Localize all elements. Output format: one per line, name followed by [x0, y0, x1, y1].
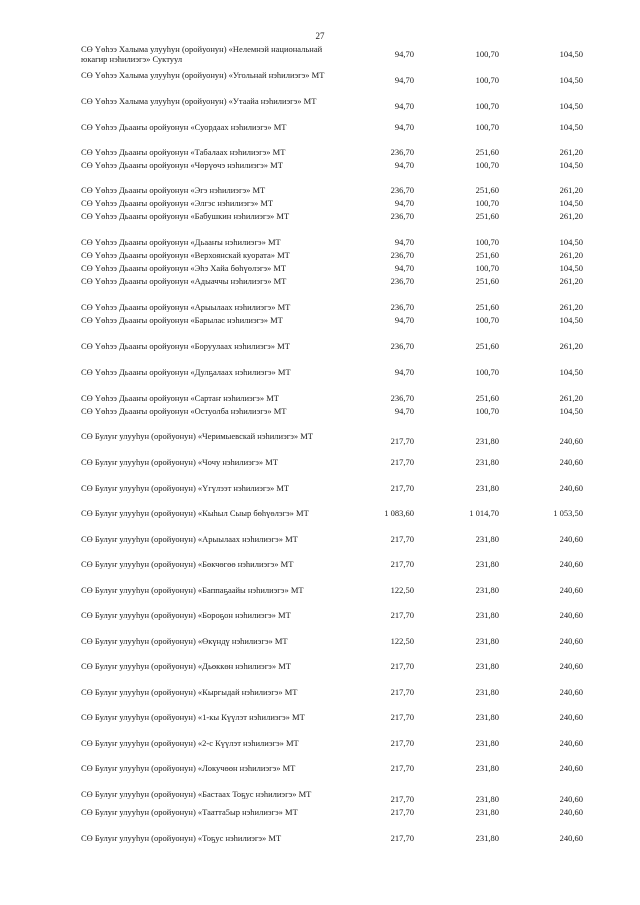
municipality-name: СӨ Үөһээ Халыма улууһун (оройуонун) «Утаайа нэһилиэгэ» МТ: [81, 96, 317, 106]
municipality-name: СӨ Үөһээ Халыма улууһун (оройуонун) «Нелемнэй национальнай юкагир нэһилиэгэ» Суктуул: [81, 44, 323, 64]
municipality-name: СӨ Үөһээ Дьааҥы оройуонун «Элгэс нэһилиэгэ» МТ: [81, 198, 274, 208]
value-col-3: 240,60: [559, 661, 583, 671]
value-col-3: 261,20: [559, 302, 583, 312]
value-col-1: 217,70: [390, 559, 414, 569]
value-col-3: 104,50: [559, 101, 583, 111]
value-col-3: 104,50: [559, 367, 583, 377]
value-col-2: 100,70: [475, 315, 499, 325]
value-col-3: 240,60: [559, 436, 583, 446]
value-col-2: 231,80: [475, 763, 499, 773]
value-col-3: 240,60: [559, 636, 583, 646]
municipality-name: СӨ Булуҥ улууһун (оройуонун) «Баппаҕаайы нэһилиэгэ» МТ: [81, 585, 304, 595]
value-col-3: 240,60: [559, 457, 583, 467]
value-col-1: 217,70: [390, 610, 414, 620]
municipality-name: СӨ Булуҥ улууһун (оройуонун) «Кыһыл Сыыр бөһүөлэгэ» МТ: [81, 508, 309, 518]
value-col-2: 231,80: [475, 712, 499, 722]
municipality-name: СӨ Булуҥ улууһун (оройуонун) «Дьөккөн нэһилиэгэ» МТ: [81, 661, 291, 671]
value-col-2: 231,80: [475, 559, 499, 569]
value-col-2: 231,80: [475, 534, 499, 544]
value-col-2: 100,70: [475, 49, 499, 59]
value-col-2: 251,60: [475, 302, 499, 312]
value-col-2: 1 014,70: [469, 508, 499, 518]
value-col-2: 231,80: [475, 636, 499, 646]
municipality-name: СӨ Булуҥ улууһун (оройуонун) «Бастаах Тоҕус нэһилиэгэ» МТ: [81, 789, 312, 799]
value-col-1: 217,70: [390, 534, 414, 544]
value-col-2: 231,80: [475, 610, 499, 620]
municipality-name: СӨ Булуҥ улууһун (оройуонун) «Тоҕус нэһилиэгэ» МТ: [81, 833, 282, 843]
municipality-name: СӨ Булуҥ улууһун (оройуонун) «Бөкчөгөө нэһилиэгэ» МТ: [81, 559, 294, 569]
municipality-name: СӨ Булуҥ улууһун (оройуонун) «1-кы Күүлэт нэһилиэгэ» МТ: [81, 712, 305, 722]
municipality-name: СӨ Үөһээ Дьааҥы оройуонун «Табалаах нэһилиэгэ» МТ: [81, 147, 286, 157]
value-col-2: 251,60: [475, 147, 499, 157]
value-col-2: 100,70: [475, 198, 499, 208]
value-col-1: 236,70: [390, 276, 414, 286]
municipality-name: СӨ Булуҥ улууһун (оройуонун) «Таатта5ыр нэһилиэгэ» МТ: [81, 807, 298, 817]
value-col-3: 104,50: [559, 263, 583, 273]
value-col-1: 217,70: [390, 661, 414, 671]
value-col-3: 104,50: [559, 406, 583, 416]
value-col-1: 94,70: [394, 315, 414, 325]
value-col-1: 122,50: [390, 636, 414, 646]
value-col-3: 104,50: [559, 122, 583, 132]
municipality-name: СӨ Үөһээ Дьааҥы оройуонун «Бабушкин нэһилиэгэ» МТ: [81, 211, 290, 221]
value-col-2: 231,80: [475, 738, 499, 748]
value-col-3: 240,60: [559, 687, 583, 697]
value-col-2: 231,80: [475, 661, 499, 671]
value-col-1: 94,70: [394, 101, 414, 111]
value-col-3: 261,20: [559, 147, 583, 157]
municipality-name: СӨ Үөһээ Дьааҥы оройуонун «Дулҕалаах нэһилиэгэ» МТ: [81, 367, 291, 377]
value-col-1: 236,70: [390, 147, 414, 157]
value-col-3: 261,20: [559, 341, 583, 351]
value-col-1: 217,70: [390, 833, 414, 843]
value-col-1: 94,70: [394, 198, 414, 208]
value-col-3: 240,60: [559, 483, 583, 493]
value-col-1: 94,70: [394, 263, 414, 273]
value-col-3: 104,50: [559, 75, 583, 85]
value-col-3: 240,60: [559, 833, 583, 843]
value-col-3: 261,20: [559, 276, 583, 286]
value-col-2: 231,80: [475, 807, 499, 817]
municipality-name: СӨ Үөһээ Дьааҥы оройуонун «Эгэ нэһилиэгэ» МТ: [81, 185, 266, 195]
value-col-2: 251,60: [475, 250, 499, 260]
value-col-1: 217,70: [390, 436, 414, 446]
municipality-name: СӨ Булуҥ улууһун (оройуонун) «Өкүндү нэһилиэгэ» МТ: [81, 636, 288, 646]
municipality-name: СӨ Булуҥ улууһун (оройуонун) «Локучөөн нэһилиэгэ» МТ: [81, 763, 296, 773]
value-col-1: 236,70: [390, 185, 414, 195]
value-col-3: 240,60: [559, 738, 583, 748]
municipality-name: СӨ Үөһээ Дьааҥы оройуонун «Арыылаах нэһилиэгэ» МТ: [81, 302, 291, 312]
value-col-1: 94,70: [394, 122, 414, 132]
municipality-name: СӨ Булуҥ улууһун (оройуонун) «Арыылаах нэһилиэгэ» МТ: [81, 534, 298, 544]
value-col-2: 251,60: [475, 185, 499, 195]
value-col-2: 251,60: [475, 393, 499, 403]
value-col-1: 217,70: [390, 738, 414, 748]
value-col-2: 100,70: [475, 406, 499, 416]
value-col-1: 217,70: [390, 794, 414, 804]
value-col-3: 261,20: [559, 185, 583, 195]
value-col-2: 231,80: [475, 794, 499, 804]
value-col-3: 240,60: [559, 559, 583, 569]
value-col-1: 122,50: [390, 585, 414, 595]
value-col-1: 236,70: [390, 302, 414, 312]
municipality-name: СӨ Үөһээ Дьааҥы оройуонун «Суордаах нэһилиэгэ» МТ: [81, 122, 287, 132]
value-col-1: 94,70: [394, 49, 414, 59]
value-col-2: 100,70: [475, 237, 499, 247]
value-col-3: 240,60: [559, 610, 583, 620]
municipality-name: СӨ Үөһээ Дьааҥы оройуонун «Эһэ Хайа бөһүөлэгэ» МТ: [81, 263, 287, 273]
municipality-name: СӨ Булуҥ улууһун (оройуонун) «Үгүлээт нэһилиэгэ» МТ: [81, 483, 290, 493]
value-col-1: 217,70: [390, 483, 414, 493]
value-col-2: 231,80: [475, 833, 499, 843]
value-col-3: 104,50: [559, 237, 583, 247]
value-col-3: 261,20: [559, 211, 583, 221]
value-col-3: 240,60: [559, 585, 583, 595]
page-number: 27: [315, 31, 325, 41]
value-col-1: 217,70: [390, 457, 414, 467]
municipality-name: СӨ Булуҥ улууһун (оройуонун) «2-с Күүлэт нэһилиэгэ» МТ: [81, 738, 299, 748]
value-col-3: 261,20: [559, 250, 583, 260]
value-col-2: 231,80: [475, 687, 499, 697]
value-col-2: 100,70: [475, 75, 499, 85]
value-col-2: 251,60: [475, 276, 499, 286]
value-col-2: 251,60: [475, 341, 499, 351]
municipality-name: СӨ Үөһээ Дьааҥы оройуонун «Остуолба нэһилиэгэ» МТ: [81, 406, 287, 416]
municipality-name: СӨ Булуҥ улууһун (оройуонун) «Бороҕон нэһилиэгэ» МТ: [81, 610, 291, 620]
value-col-2: 251,60: [475, 211, 499, 221]
value-col-1: 217,70: [390, 712, 414, 722]
value-col-2: 100,70: [475, 101, 499, 111]
municipality-name: СӨ Үөһээ Дьааҥы оройуонун «Верхоянскай куората» МТ: [81, 250, 290, 260]
municipality-name: СӨ Үөһээ Дьааҥы оройуонун «Сартаҥ нэһилиэгэ» МТ: [81, 393, 279, 403]
municipality-name: СӨ Үөһээ Дьааҥы оройуонун «Адыаччы нэһилиэгэ» МТ: [81, 276, 287, 286]
value-col-1: 94,70: [394, 406, 414, 416]
value-col-3: 261,20: [559, 393, 583, 403]
value-col-3: 240,60: [559, 794, 583, 804]
value-col-3: 240,60: [559, 807, 583, 817]
value-col-3: 240,60: [559, 534, 583, 544]
municipality-name: СӨ Үөһээ Дьааҥы оройуонун «Боруулаах нэһилиэгэ» МТ: [81, 341, 290, 351]
value-col-1: 1 083,60: [384, 508, 414, 518]
value-col-3: 104,50: [559, 160, 583, 170]
value-col-3: 104,50: [559, 49, 583, 59]
municipality-name: СӨ Үөһээ Дьааҥы оройуонун «Барылас нэһилиэгэ» МТ: [81, 315, 283, 325]
value-col-3: 1 053,50: [553, 508, 583, 518]
value-col-1: 236,70: [390, 341, 414, 351]
value-col-1: 236,70: [390, 393, 414, 403]
value-col-1: 217,70: [390, 807, 414, 817]
value-col-1: 217,70: [390, 687, 414, 697]
value-col-1: 94,70: [394, 237, 414, 247]
municipality-name: СӨ Үөһээ Дьааҥы оройуонун «Дьааҥы нэһилиэгэ» МТ: [81, 237, 281, 247]
value-col-2: 231,80: [475, 585, 499, 595]
municipality-name: СӨ Булуҥ улууһун (оройуонун) «Кыргыдай нэһилиэгэ» МТ: [81, 687, 298, 697]
municipality-name: СӨ Булуҥ улууһун (оройуонун) «Чочу нэһилиэгэ» МТ: [81, 457, 279, 467]
value-col-3: 104,50: [559, 315, 583, 325]
value-col-1: 94,70: [394, 367, 414, 377]
value-col-2: 100,70: [475, 122, 499, 132]
value-col-2: 100,70: [475, 367, 499, 377]
municipality-name: СӨ Үөһээ Дьааҥы оройуонун «Чөрүөчэ нэһилиэгэ» МТ: [81, 160, 283, 170]
value-col-2: 100,70: [475, 263, 499, 273]
value-col-1: 236,70: [390, 250, 414, 260]
value-col-3: 240,60: [559, 712, 583, 722]
municipality-name: СӨ Булуҥ улууһун (оройуонун) «Черимыевскай нэһилиэгэ» МТ: [81, 431, 313, 441]
value-col-3: 104,50: [559, 198, 583, 208]
value-col-2: 231,80: [475, 457, 499, 467]
value-col-3: 240,60: [559, 763, 583, 773]
value-col-1: 94,70: [394, 160, 414, 170]
value-col-2: 231,80: [475, 436, 499, 446]
value-col-1: 236,70: [390, 211, 414, 221]
value-col-2: 231,80: [475, 483, 499, 493]
value-col-1: 217,70: [390, 763, 414, 773]
municipality-name: СӨ Үөһээ Халыма улууһун (оройуонун) «Угольнай нэһилиэгэ» МТ: [81, 70, 325, 80]
value-col-2: 100,70: [475, 160, 499, 170]
value-col-1: 94,70: [394, 75, 414, 85]
